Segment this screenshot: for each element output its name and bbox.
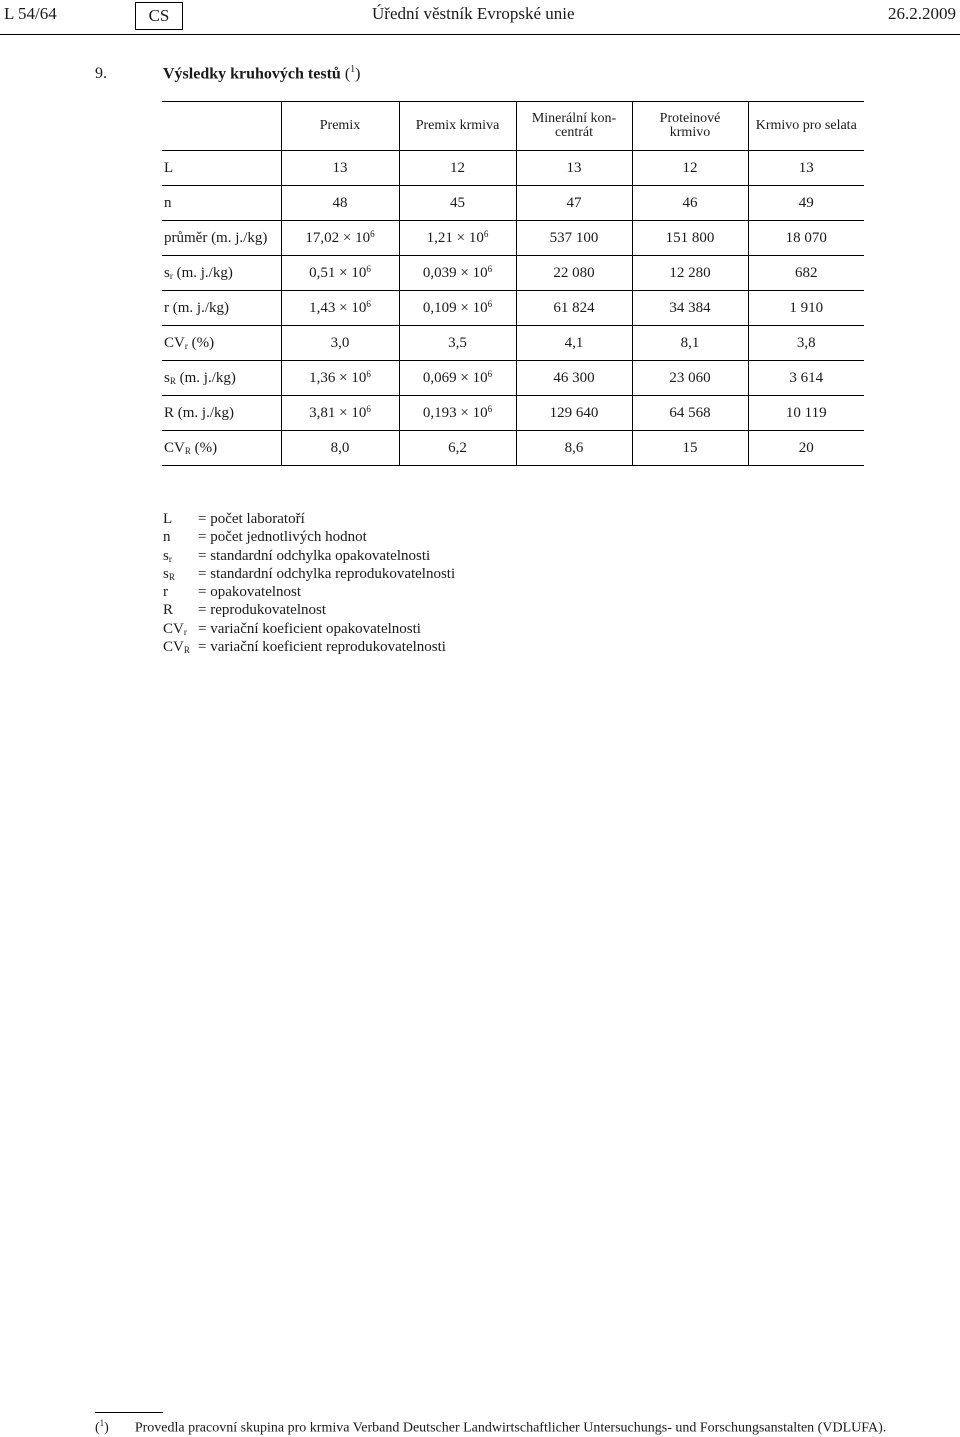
legend-item (163, 547, 455, 565)
legend-symbol: $s_r$ (163, 547, 172, 564)
table-cell: 537 100 (516, 221, 632, 256)
table-row (162, 361, 864, 396)
row-label: L (162, 151, 281, 186)
footnote: ($^1$) Provedla pracovní skupina pro krmiva Verband Deutscher Landwirtschaftlicher Untersuchungs- und Forschungsanstalten (VDLUFA). (95, 1418, 887, 1436)
table-row (162, 396, 864, 431)
exponent: 6 (487, 299, 493, 309)
table-cell: 48 (281, 186, 399, 221)
legend-definition: = počet jednotlivých hodnot (198, 529, 367, 546)
legend-item (163, 638, 455, 656)
table-row (162, 431, 864, 466)
legend-symbol-subscript: R (183, 645, 190, 656)
table-cell: 129 640 (516, 396, 632, 431)
row-label: $s_r$ (m. j./kg) (162, 256, 281, 291)
table-body (162, 151, 864, 466)
row-label: průměr (m. j./kg) (162, 221, 281, 256)
table-row (162, 291, 864, 326)
legend-symbol: R (163, 602, 174, 619)
table-cell: 4,1 (516, 326, 632, 361)
table-cell: 13 (281, 151, 399, 186)
header-cell-empty (162, 102, 281, 151)
legend-definition: = reprodukovatelnost (198, 602, 327, 619)
language-code-box: CS (135, 2, 183, 30)
table-cell: 13 (516, 151, 632, 186)
table-cell: 22 080 (516, 256, 632, 291)
table-cell: 46 300 (516, 361, 632, 396)
legend-symbol-subscript: r (168, 553, 172, 564)
table-cell: 13 (748, 151, 864, 186)
section-number: 9. (95, 65, 107, 83)
legend-item (163, 601, 455, 619)
table-cell: $0,109 \times 10^6$ (399, 291, 516, 326)
table-cell: $1,36 \times 10^6$ (281, 361, 399, 396)
table-cell: 23 060 (632, 361, 748, 396)
legend-definition: = standardní odchylka reprodukovatelnosti (198, 565, 456, 582)
legend-item (163, 528, 455, 546)
exponent: 6 (366, 299, 371, 309)
results-table (162, 101, 864, 466)
table-cell: $1,43 \times 10^6$ (281, 291, 399, 326)
legend-symbol: n (163, 529, 171, 546)
table-cell: 6,2 (399, 431, 516, 466)
exponent: 6 (366, 369, 371, 379)
table-cell: 682 (748, 256, 864, 291)
legend-item (163, 583, 455, 601)
row-label: $CV_r$ (%) (162, 326, 281, 361)
row-label-subscript: R (184, 445, 191, 456)
table-row (162, 151, 864, 186)
exponent: 6 (366, 264, 371, 274)
legend-definition: = variační koeficient opakovatelnosti (198, 620, 421, 637)
table-row (162, 186, 864, 221)
legend-symbol-subscript: R (168, 571, 175, 582)
exponent: 6 (487, 404, 493, 414)
table-cell: 3 614 (748, 361, 864, 396)
row-label: $CV_R$ (%) (162, 431, 281, 466)
exponent: 6 (483, 229, 489, 239)
table-cell: 12 280 (632, 256, 748, 291)
exponent: 6 (487, 264, 493, 274)
footnote-mark: 1 (99, 1418, 105, 1428)
section-heading: 9. Výsledky kruhových testů ($^1$) (95, 64, 361, 83)
row-label-subscript: R (169, 375, 176, 386)
table-cell: 15 (632, 431, 748, 466)
column-header: Krmivo pro selata (748, 102, 864, 151)
table-cell: $0,51 \times 10^6$ (281, 256, 399, 291)
section-title: Výsledky kruhových testů (163, 65, 341, 83)
journal-title: Úřední věstník Evropské unie (372, 4, 575, 23)
table-cell: 12 (399, 151, 516, 186)
table-cell: $3,81 \times 10^6$ (281, 396, 399, 431)
table-cell: $1,21 \times 10^6$ (399, 221, 516, 256)
table-cell: 45 (399, 186, 516, 221)
exponent: 6 (487, 369, 493, 379)
table-cell: 46 (632, 186, 748, 221)
legend-item (163, 565, 455, 583)
legend-item (163, 510, 455, 528)
table-cell: 8,0 (281, 431, 399, 466)
table-cell: $17,02 \times 10^6$ (281, 221, 399, 256)
table-header-row (162, 102, 864, 151)
row-label-subscript: r (184, 340, 188, 351)
legend-symbol-subscript: r (183, 626, 187, 637)
row-label-subscript: r (169, 270, 173, 281)
footnote-text: Provedla pracovní skupina pro krmiva Verband Deutscher Landwirtschaftlicher Untersuchungs- und Forschungsanstalten (VDLUFA). (134, 1420, 887, 1436)
table-cell: 47 (516, 186, 632, 221)
column-header: Minerální kon- centrát (516, 102, 632, 151)
legend-symbol: $CV_r$ (163, 620, 187, 637)
legend-symbol: $CV_R$ (163, 639, 190, 656)
exponent: 6 (366, 404, 371, 414)
row-label: $s_R$ (m. j./kg) (162, 361, 281, 396)
table-cell: 18 070 (748, 221, 864, 256)
table-cell: 61 824 (516, 291, 632, 326)
table-row (162, 326, 864, 361)
footnote-ref: 1 (350, 64, 356, 75)
legend-definition: = opakovatelnost (198, 584, 302, 601)
column-header: Premix (281, 102, 399, 151)
table-cell: 1 910 (748, 291, 864, 326)
table-cell: $0,069 \times 10^6$ (399, 361, 516, 396)
legend-list (163, 510, 455, 656)
column-header: Premix krmiva (399, 102, 516, 151)
legend-definition: = variační koeficient reprodukovatelnosti (198, 639, 446, 656)
page-header (0, 0, 960, 32)
table-cell: 10 119 (748, 396, 864, 431)
footnote-rule (95, 1412, 163, 1413)
table-cell: 49 (748, 186, 864, 221)
legend-symbol: r (163, 584, 168, 601)
legend-item (163, 620, 455, 638)
column-header: Proteinové krmivo (632, 102, 748, 151)
page-reference: L 54/64 (4, 4, 57, 23)
publication-date: 26.2.2009 (888, 4, 956, 23)
table-cell: 20 (748, 431, 864, 466)
table-cell: 64 568 (632, 396, 748, 431)
table-row (162, 221, 864, 256)
row-label: n (162, 186, 281, 221)
exponent: 6 (370, 229, 375, 239)
table-cell: 8,1 (632, 326, 748, 361)
table-cell: 8,6 (516, 431, 632, 466)
table-cell: 3,8 (748, 326, 864, 361)
legend-definition: = počet laboratoří (198, 511, 305, 527)
table-cell: $0,039 \times 10^6$ (399, 256, 516, 291)
row-label: r (m. j./kg) (162, 291, 281, 326)
table-cell: 12 (632, 151, 748, 186)
table-cell: 3,5 (399, 326, 516, 361)
table-cell: 3,0 (281, 326, 399, 361)
legend-symbol: L (163, 511, 173, 527)
table-cell: 34 384 (632, 291, 748, 326)
table-row (162, 256, 864, 291)
legend-definition: = standardní odchylka opakovatelnosti (198, 547, 431, 564)
table-cell: 151 800 (632, 221, 748, 256)
header-rule (0, 34, 960, 35)
table-cell: $0,193 \times 10^6$ (399, 396, 516, 431)
row-label: R (m. j./kg) (162, 396, 281, 431)
legend-symbol: $s_R$ (163, 565, 175, 582)
